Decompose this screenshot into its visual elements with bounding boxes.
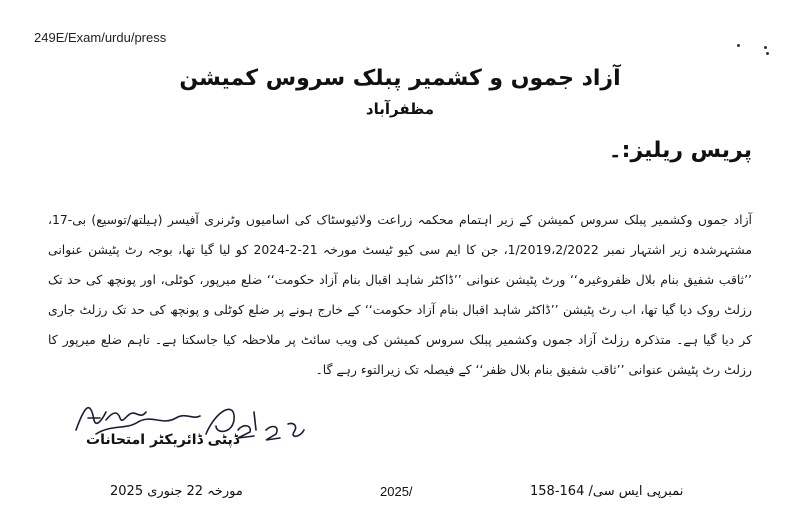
scan-speck <box>764 46 767 49</box>
issue-year: 2025/ <box>380 484 413 499</box>
scan-speck <box>737 44 740 47</box>
press-release-heading: پریس ریلیز:۔ <box>608 138 752 163</box>
reference-number: 249E/Exam/urdu/press <box>34 30 167 45</box>
letter-number: نمبرپی ایس سی/ 164-158 <box>530 484 684 499</box>
signatory-title: ڈپٹی ڈائریکٹر امتحانات <box>86 432 240 448</box>
commission-title: آزاد جموں و کشمیر پبلک سروس کمیشن <box>179 66 621 91</box>
commission-location: مظفرآباد <box>365 100 435 118</box>
press-release-body: آزاد جموں وکشمیر پبلک سروس کمیشن کے زیر اہتمام محکمہ زراعت ولائیوسٹاک کی اسامیوں وٹرنری آفیسر (ہیلتھ/توسیع) بی-17، مشتہرشدہ زیر اشتہار نمبر 1/2019،2/2022، جن کا ایم سی کیو ٹیسٹ مورخہ 21-2-2024 کو لیا گیا تھا، بوجہ رٹ پٹیشن عنوانی ’’ثاقب شفیق بنام بلال ظفروغیرہ‘‘ ورٹ پٹیشن عنوانی ’’ڈاکٹر شاہد اقبال بنام آزاد حکومت‘‘ ضلع میرپور، کوٹلی، اور پونچھ کی حد تک رزلٹ روک دیا گیا تھا، اب رٹ پٹیشن ’’ڈاکٹر شاہد اقبال بنام آزاد حکومت‘‘ کے خارج ہونے پر ضلع کوٹلی و پونچھ کی حد تک رزلٹ جاری کر دیا گیا ہے۔ متذکرہ رزلٹ آزاد جموں وکشمیر پبلک سروس کمیشن کی ویب سائٹ پر ملاحظہ کیا جاسکتا ہے۔ تاہم ضلع میرپور کا رزلٹ رٹ پٹیشن عنوانی ’’ثاقب شفیق بنام بلال ظفر‘‘ کے فیصلہ تک زیرالتوء رہے گا۔ <box>48 212 752 377</box>
issue-date: مورخہ 22 جنوری 2025 <box>110 484 243 499</box>
scan-speck <box>766 52 769 55</box>
